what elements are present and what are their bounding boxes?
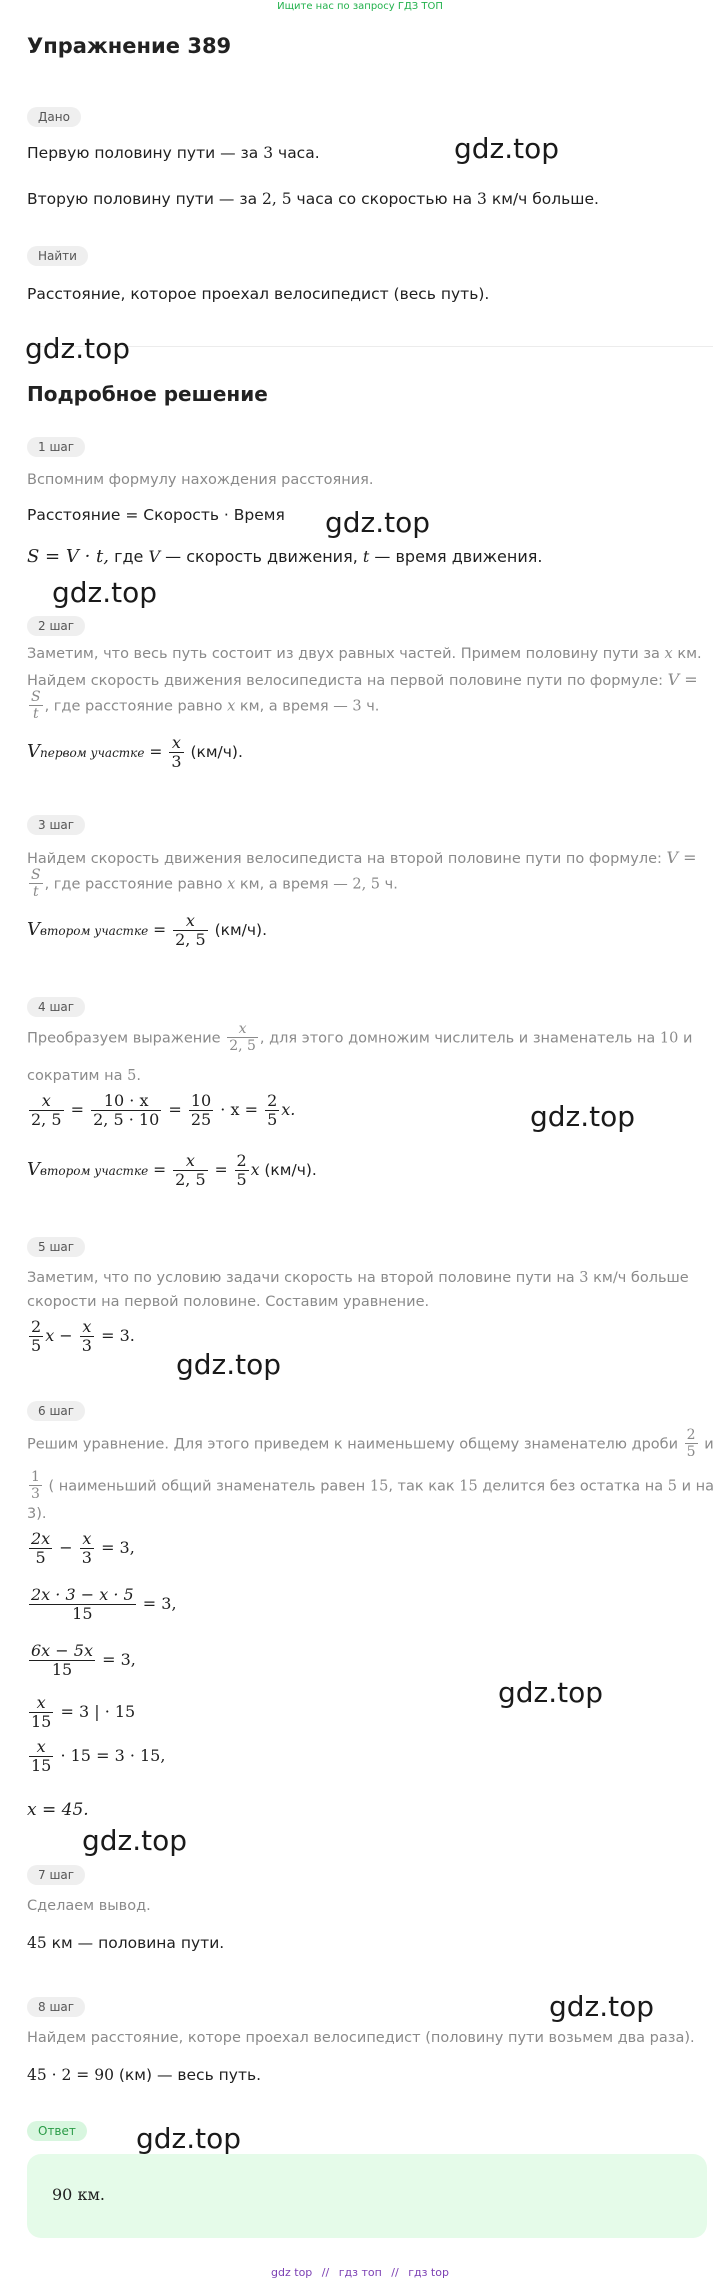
footer-link-3[interactable]: гдз top	[408, 2266, 449, 2279]
step-6-equation-6: x = 45.	[27, 1800, 89, 1820]
watermark: gdz.top	[454, 132, 560, 165]
step-3-pill: 3 шаг	[27, 814, 85, 835]
footer-link-2[interactable]: гдз топ	[338, 2266, 382, 2279]
step-6-line-3: 3).	[27, 1506, 47, 1522]
step-8-result: 45 · 2 = 90 (км) — весь путь.	[27, 2066, 262, 2084]
step-1-equation: S = V · t, где V — скорость движения, t — время движения.	[27, 546, 543, 567]
step-8-hint: Найдем расстояние, которе проехал велосипедист (половину пути возьмем два раза).	[27, 2030, 695, 2046]
footer-links	[0, 2266, 720, 2279]
footer-link-1[interactable]: gdz top	[271, 2266, 313, 2279]
watermark: gdz.top	[325, 506, 431, 539]
given-pill: Дано	[27, 106, 81, 127]
step-4-line-2: сократим на 5.	[27, 1068, 141, 1084]
step-4-equation-2: Vвтором участке = $\frac{x}{2, 5}$ = $\frac{2}{5}$ x (км/ч).	[27, 1151, 317, 1189]
watermark: gdz.top	[136, 2122, 242, 2155]
step-2-line-2: Найдем скорость движения велосипедиста на первой половине пути по формуле: V =	[27, 670, 698, 689]
step-6-equation-4: $\frac{x}{15}$ = 3 | · 15	[31, 1693, 136, 1731]
find-text: Расстояние, которое проехал велосипедист (весь путь).	[27, 285, 490, 303]
watermark: gdz.top	[52, 576, 158, 609]
step-5-equation: $\frac{2}{5}$ x − $\frac{x}{3}$ = 3.	[31, 1317, 135, 1355]
step-6-pill: 6 шаг	[27, 1400, 85, 1421]
watermark: gdz.top	[82, 1824, 188, 1857]
step-4-pill: 4 шаг	[27, 996, 85, 1017]
step-6-equation-3: $\frac{6x - 5x}{15}$ = 3,	[31, 1641, 136, 1679]
step-1-formula: Расстояние = Скорость · Время	[27, 506, 285, 524]
step-6-line-1: Решим уравнение. Для этого приведем к наименьшему общему знаменателю дроби $\frac{2}{5}$ и	[27, 1427, 714, 1461]
footer-separator: //	[391, 2266, 399, 2279]
step-2-line-1: Заметим, что весь путь состоит из двух равных частей. Примем половину пути за x км.	[27, 646, 702, 662]
step-6-equation-5: $\frac{x}{15}$ · 15 = 3 · 15,	[31, 1737, 166, 1775]
step-8-pill: 8 шаг	[27, 1996, 85, 2017]
step-6-equation-1: $\frac{2x}{5}$ − $\frac{x}{3}$ = 3,	[31, 1529, 135, 1567]
watermark: gdz.top	[498, 1676, 604, 1709]
step-7-pill: 7 шаг	[27, 1864, 85, 1885]
watermark: gdz.top	[176, 1348, 282, 1381]
step-2-line-3: $\frac{S}{t}$ , где расстояние равно x км, а время — 3 ч.	[31, 689, 380, 723]
answer-text: 90 км.	[52, 2185, 105, 2204]
step-5-pill: 5 шаг	[27, 1236, 85, 1257]
step-7-result: 45 км — половина пути.	[27, 1934, 225, 1952]
watermark: gdz.top	[25, 332, 131, 365]
step-3-line-1: Найдем скорость движения велосипедиста на второй половине пути по формуле: V =	[27, 848, 697, 867]
step-1-hint: Вспомним формулу нахождения расстояния.	[27, 472, 374, 488]
answer-box	[27, 2154, 707, 2238]
given-line-1: Первую половину пути — за 3 часа.	[27, 144, 320, 162]
step-2-result: Vпервом участке = $\frac{x}{3}$ (км/ч).	[27, 733, 243, 771]
page-title: Упражнение 389	[27, 34, 232, 58]
step-1-pill: 1 шаг	[27, 436, 85, 457]
top-banner[interactable]: Ищите нас по запросу ГДЗ ТОП	[277, 1, 443, 12]
step-4-line-1: Преобразуем выражение $\frac{x}{2, 5}$ , для этого домножим числитель и знаменатель на 10 и	[27, 1021, 693, 1055]
watermark: gdz.top	[530, 1100, 636, 1133]
step-4-equation-1: $\frac{x}{2, 5}$ = $\frac{10 \cdot x}{2, 5 \cdot 10}$ = $\frac{10}{25}$ · x = $\frac{2}{5}$ x.	[31, 1091, 296, 1129]
step-2-pill: 2 шаг	[27, 615, 85, 636]
step-5-line-1: Заметим, что по условию задачи скорость на второй половине пути на 3 км/ч больше	[27, 1270, 689, 1286]
step-6-line-2: $\frac{1}{3}$ ( наименьший общий знаменатель равен 15, так как 15 делится без остатка на 5 и на	[31, 1469, 714, 1503]
footer-separator: //	[321, 2266, 330, 2279]
given-line-2: Вторую половину пути — за 2, 5 часа со скоростью на 3 км/ч больше.	[27, 190, 599, 208]
step-5-line-2: скорости на первой половине. Составим уравнение.	[27, 1294, 430, 1310]
step-3-line-2: $\frac{S}{t}$ , где расстояние равно x км, а время — 2, 5 ч.	[31, 867, 398, 901]
step-6-equation-2: $\frac{2x \cdot 3 - x \cdot 5}{15}$ = 3,	[31, 1585, 177, 1623]
watermark: gdz.top	[549, 1990, 655, 2023]
step-3-result: Vвтором участке = $\frac{x}{2, 5}$ (км/ч).	[27, 911, 268, 949]
find-pill: Найти	[27, 245, 88, 266]
step-7-hint: Сделаем вывод.	[27, 1898, 151, 1914]
answer-pill: Ответ	[27, 2120, 87, 2141]
solution-heading: Подробное решение	[27, 382, 268, 406]
